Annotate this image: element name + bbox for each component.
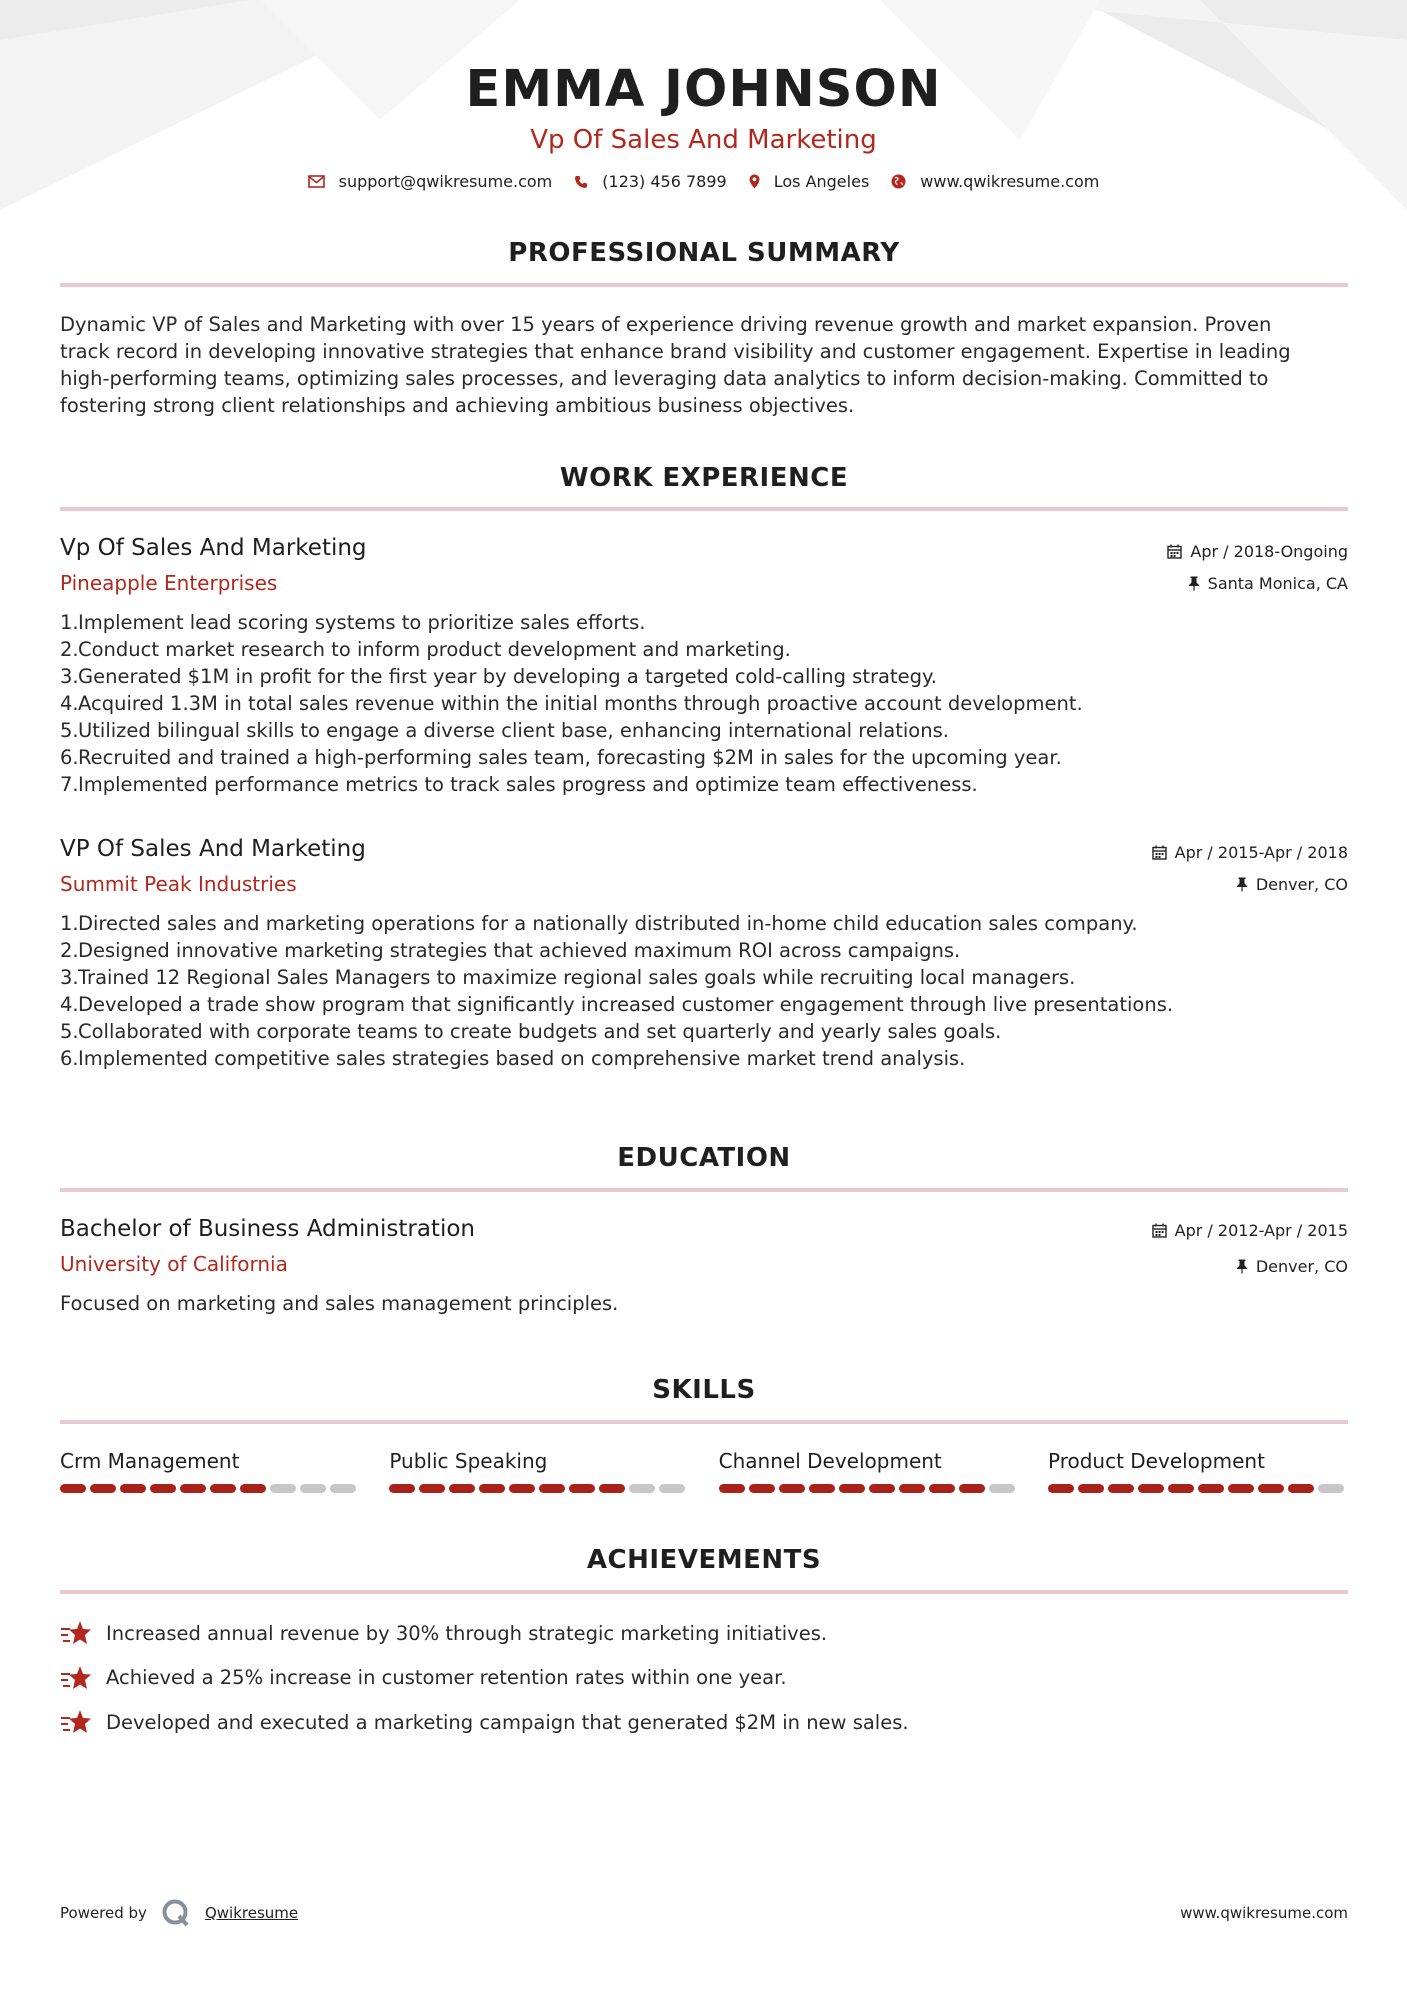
job-dates: Apr / 2015-Apr / 2018 [1174, 842, 1348, 862]
candidate-role: Vp Of Sales And Marketing [530, 125, 877, 155]
education-dates: Apr / 2012-Apr / 2015 [1174, 1220, 1348, 1240]
school-name: University of California [60, 1252, 288, 1276]
calendar-icon [1152, 845, 1167, 860]
list-item [60, 1707, 1348, 1737]
page-footer [60, 1898, 1348, 1928]
list-item [60, 1663, 1348, 1693]
skills-heading: SKILLS [652, 1375, 756, 1405]
pushpin-icon [1236, 1259, 1248, 1274]
skill-item [60, 1448, 360, 1493]
skill-level-dot [210, 1484, 236, 1493]
job-title: VP Of Sales And Marketing [60, 836, 366, 862]
shooting-star-icon [60, 1664, 92, 1692]
shooting-star-icon [60, 1619, 92, 1647]
skill-level-dot [539, 1484, 565, 1493]
skill-level-dot [1138, 1484, 1164, 1493]
skill-level-dot [150, 1484, 176, 1493]
skill-level-dot [449, 1484, 475, 1493]
summary-heading: PROFESSIONAL SUMMARY [508, 238, 900, 268]
skill-level-dot [629, 1484, 655, 1493]
skill-level-dot [1168, 1484, 1194, 1493]
achievements-list [60, 1618, 1348, 1752]
brand-link[interactable]: Qwikresume [204, 1904, 299, 1922]
skill-level-dot [509, 1484, 535, 1493]
skills-list [60, 1448, 1348, 1493]
achievement-text: Achieved a 25% increase in customer retention rates within one year. [106, 1666, 787, 1689]
education-location: Denver, CO [1255, 1256, 1348, 1276]
contact-bar [0, 172, 1407, 191]
skill-level-dot [929, 1484, 955, 1493]
skill-name: Crm Management [60, 1449, 240, 1473]
list-item: 3. Generated $1M in profit for the first year by developing a targeted cold-calling strategy. [60, 665, 937, 688]
education-meta [1152, 1214, 1348, 1286]
list-item: 4. Developed a trade show program that significantly increased customer engagement through live presentations. [60, 993, 1174, 1016]
achievement-text: Increased annual revenue by 30% through strategic marketing initiatives. [106, 1621, 828, 1645]
achievements-divider [60, 1590, 1348, 1594]
skill-level-dot [120, 1484, 146, 1493]
experience-heading: WORK EXPERIENCE [559, 463, 849, 493]
list-item: 5. Collaborated with corporate teams to create budgets and set quarterly and yearly sales goals. [60, 1020, 1002, 1043]
skills-divider [60, 1420, 1348, 1424]
candidate-name: EMMA JOHNSON [465, 60, 942, 119]
education-entry [60, 1214, 1348, 1317]
job-bullets [60, 609, 1348, 798]
qwikresume-logo-icon [161, 1898, 191, 1928]
skill-level-dot [90, 1484, 116, 1493]
summary-text: Dynamic VP of Sales and Marketing with over 15 years of experience driving revenue growth and market expansion. Proven track record in developing innovative strategies that enhance brand visibility and customer engagement. Expertise in leading high-performing teams, optimizing sales processes, and leveraging data analytics to inform decision-making. Committed to fostering strong client relationships and achieving ambitious business objectives. [60, 313, 1291, 417]
skill-level-dot [1078, 1484, 1104, 1493]
list-item: 6. Recruited and trained a high-performing sales team, forecasting $2M in sales for the upcoming year. [60, 746, 1062, 769]
skill-level-dot [1048, 1484, 1074, 1493]
location-text: Los Angeles [773, 172, 870, 191]
experience-divider [60, 507, 1348, 511]
skill-level-dot [1288, 1484, 1314, 1493]
skill-level-dot [779, 1484, 805, 1493]
map-pin-icon [749, 174, 760, 189]
skill-name: Public Speaking [389, 1449, 548, 1473]
skill-level-bar [389, 1484, 689, 1493]
skill-item [719, 1448, 1019, 1493]
list-item [60, 1618, 1348, 1648]
list-item: 2. Conduct market research to inform product development and marketing. [60, 638, 791, 661]
skill-level-dot [270, 1484, 296, 1493]
skill-level-dot [330, 1484, 356, 1493]
skill-level-dot [869, 1484, 895, 1493]
list-item: 5. Utilized bilingual skills to engage a diverse client base, enhancing international relations. [60, 719, 949, 742]
shooting-star-icon [60, 1708, 92, 1736]
phone-text: (123) 456 7899 [602, 172, 727, 191]
education-heading: EDUCATION [617, 1143, 791, 1173]
calendar-icon [1152, 1223, 1167, 1238]
pushpin-icon [1188, 576, 1200, 591]
achievement-text: Developed and executed a marketing campaign that generated $2M in new sales. [106, 1710, 909, 1734]
skill-level-dot [719, 1484, 745, 1493]
skill-level-dot [180, 1484, 206, 1493]
skill-level-dot [1258, 1484, 1284, 1493]
education-divider [60, 1188, 1348, 1192]
phone-icon [574, 175, 588, 189]
skill-level-dot [599, 1484, 625, 1493]
powered-by-label: Powered by [60, 1904, 147, 1922]
list-item: 1. Implement lead scoring systems to prioritize sales efforts. [60, 611, 646, 634]
job-location: Santa Monica, CA [1207, 573, 1348, 593]
job-dates: Apr / 2018-Ongoing [1190, 541, 1348, 561]
job-company: Summit Peak Industries [60, 872, 297, 896]
list-item: 3. Trained 12 Regional Sales Managers to maximize regional sales goals while recruiting local managers. [60, 966, 1076, 989]
skill-level-dot [479, 1484, 505, 1493]
list-item: 4. Acquired 1.3M in total sales revenue within the initial months through proactive account development. [60, 692, 1083, 715]
resume-header [0, 58, 1407, 156]
list-item: 2. Designed innovative marketing strategies that achieved maximum ROI across campaigns. [60, 939, 961, 962]
achievements-heading: ACHIEVEMENTS [586, 1545, 822, 1575]
skill-level-dot [1198, 1484, 1224, 1493]
skill-level-dot [989, 1484, 1015, 1493]
skill-level-dot [240, 1484, 266, 1493]
skill-level-dot [60, 1484, 86, 1493]
skill-level-bar [60, 1484, 360, 1493]
website-text: www.qwikresume.com [920, 172, 1100, 191]
email-text: support@qwikresume.com [338, 172, 553, 191]
skill-item [389, 1448, 689, 1493]
job-meta [1152, 834, 1348, 904]
skill-level-bar [719, 1484, 1019, 1493]
skill-level-dot [839, 1484, 865, 1493]
education-description: Focused on marketing and sales management principles. [60, 1292, 619, 1315]
list-item: 6. Implemented competitive sales strategies based on comprehensive market trend analysis. [60, 1047, 966, 1070]
job-entry [60, 533, 1348, 798]
skill-name: Product Development [1047, 1449, 1265, 1473]
degree-title: Bachelor of Business Administration [60, 1216, 475, 1242]
envelope-icon [308, 175, 325, 188]
skill-level-dot [809, 1484, 835, 1493]
skill-level-dot [959, 1484, 985, 1493]
skill-level-dot [899, 1484, 925, 1493]
skill-level-dot [1318, 1484, 1344, 1493]
job-meta [1167, 533, 1348, 603]
job-entry [60, 834, 1348, 1072]
skill-level-dot [659, 1484, 685, 1493]
skill-level-dot [419, 1484, 445, 1493]
skill-level-dot [569, 1484, 595, 1493]
list-item: 1. Directed sales and marketing operations for a nationally distributed in-home child education sales company. [60, 912, 1138, 935]
powered-by [60, 1898, 298, 1928]
contact-location [749, 172, 870, 191]
job-company: Pineapple Enterprises [60, 571, 278, 595]
skill-level-dot [389, 1484, 415, 1493]
calendar-icon [1167, 544, 1182, 559]
contact-website[interactable] [891, 172, 1099, 191]
skill-item [1048, 1448, 1348, 1493]
skill-name: Channel Development [718, 1449, 942, 1473]
contact-email[interactable] [308, 172, 553, 191]
job-location: Denver, CO [1255, 874, 1348, 894]
skill-level-dot [1108, 1484, 1134, 1493]
skill-level-dot [1228, 1484, 1254, 1493]
contact-phone[interactable] [574, 172, 726, 191]
pushpin-icon [1236, 877, 1248, 892]
skill-level-dot [749, 1484, 775, 1493]
footer-website[interactable]: www.qwikresume.com [1180, 1904, 1348, 1922]
skill-level-bar [1048, 1484, 1348, 1493]
job-bullets [60, 910, 1348, 1072]
globe-icon [891, 174, 906, 189]
job-title: Vp Of Sales And Marketing [60, 535, 367, 561]
list-item: 7. Implemented performance metrics to track sales progress and optimize team effectiveness. [60, 773, 978, 796]
summary-divider [60, 283, 1348, 287]
skill-level-dot [300, 1484, 326, 1493]
